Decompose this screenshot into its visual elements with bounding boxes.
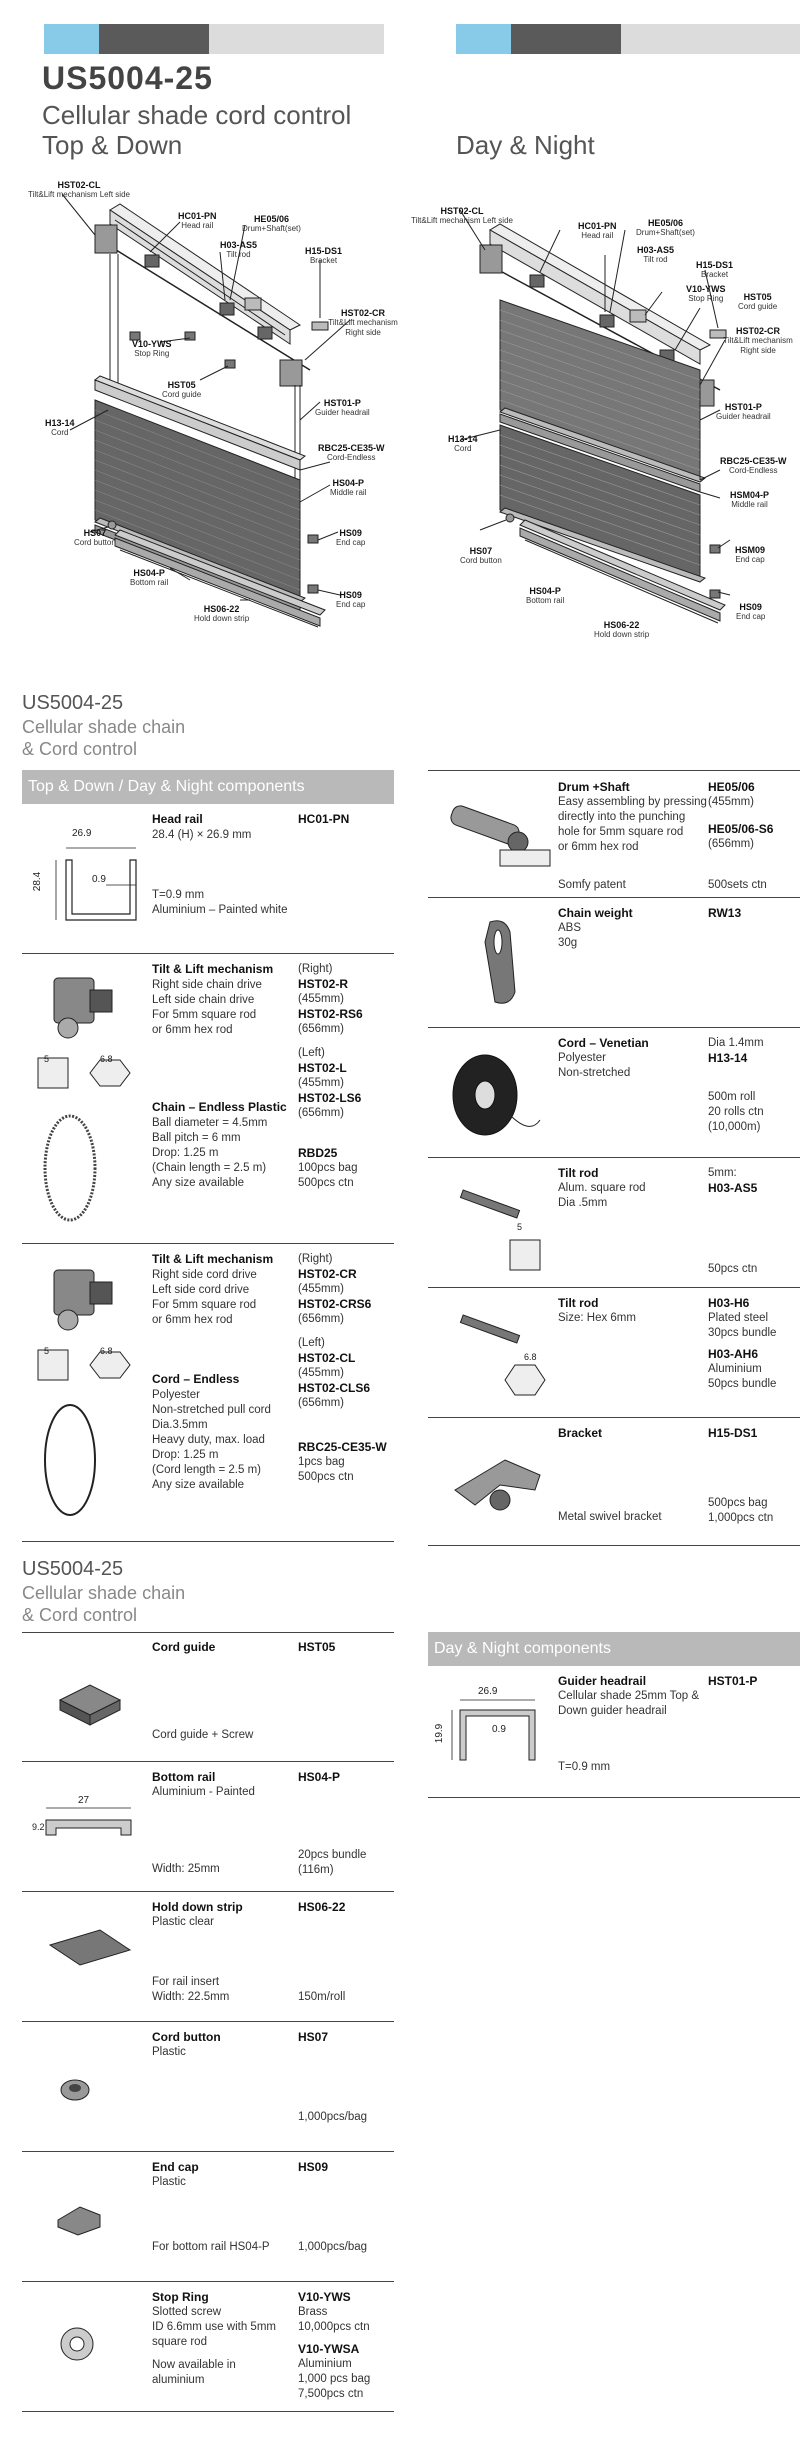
section2-title: US5004-25 bbox=[22, 1558, 124, 1580]
components-header: Top & Down / Day & Night components bbox=[22, 770, 394, 804]
bottom-rail-name: Bottom rail bbox=[152, 1770, 216, 1784]
diagram-left-label-hst05: HST05 Cord guide bbox=[162, 380, 202, 399]
guider-dim-thickness: 0.9 bbox=[492, 1724, 506, 1735]
diagram-left-label-rbc25: RBC25-CE35-W Cord-Endless bbox=[318, 443, 385, 462]
stop-ring-desc2: Now available in aluminium bbox=[152, 2359, 236, 2386]
cord-button-pack: 1,000pcs/bag bbox=[298, 2111, 368, 2123]
hold-down-strip-drawing bbox=[40, 1925, 140, 1985]
tilt-lift-cord-text-d: (656mm) bbox=[298, 1397, 345, 1409]
hold-down-strip-desc: Plastic clear bbox=[152, 1916, 214, 1928]
tilt-lift-cord-desc: Right side cord drive Left side cord drive For 5mm square rod or 6mm hex rod bbox=[152, 1269, 257, 1326]
cord-button-drawing bbox=[55, 2068, 95, 2108]
tilt-lift-cord-code-d: HST02-CLS6 bbox=[298, 1381, 371, 1395]
cord-guide-drawing bbox=[50, 1660, 130, 1740]
bracket-name: Bracket bbox=[558, 1426, 603, 1440]
end-cap-name: End cap bbox=[152, 2160, 199, 2174]
bottom-rail-pack: 20pcs bundle (116m) bbox=[298, 1849, 367, 1876]
guider-dim-width: 26.9 bbox=[478, 1686, 498, 1697]
cord-venetian-desc: Polyester Non-stretched bbox=[558, 1052, 631, 1079]
header-color-bar-left bbox=[44, 24, 384, 54]
guider-headrail-desc2: T=0.9 mm bbox=[558, 1761, 611, 1773]
diagram-left-label-v10-yws: V10-YWS Stop Ring bbox=[132, 339, 172, 358]
drum-shaft-text-a: (455mm) bbox=[708, 796, 755, 808]
drum-shaft-code-a: HE05/06 bbox=[708, 780, 755, 794]
hold-down-strip-pack: 150m/roll bbox=[298, 1991, 346, 2003]
tilt-rod-hex-text-b: Aluminium 50pcs bundle bbox=[708, 1363, 777, 1390]
tilt-lift-chain-text-a: (455mm) bbox=[298, 993, 345, 1005]
chain-weight-desc: ABS 30g bbox=[558, 922, 582, 949]
page-subtitle-right: Day & Night bbox=[456, 130, 595, 160]
tilt-rod-hex-drawing bbox=[455, 1305, 555, 1410]
chain-endless-pack: 100pcs bag 500pcs ctn bbox=[298, 1162, 358, 1189]
section2-sub1: Cellular shade chain bbox=[22, 1583, 186, 1603]
stop-ring-desc: Slotted screw ID 6.6mm use with 5mm square rod bbox=[152, 2306, 276, 2348]
stop-ring-name: Stop Ring bbox=[152, 2290, 209, 2304]
bracket-code: H15-DS1 bbox=[708, 1426, 758, 1440]
tilt-lift-cord-text-b: (656mm) bbox=[298, 1313, 345, 1325]
bottom-rail-dim-width: 27 bbox=[78, 1795, 90, 1806]
diagram-right-label-v10-yws: V10-YWS Stop Ring bbox=[686, 284, 726, 303]
tilt-lift-chain-code-d: HST02-LS6 bbox=[298, 1091, 362, 1105]
diagram-right-label-hsm04-p: HSM04-P Middle rail bbox=[730, 490, 770, 509]
tilt-rod-square-size: 5mm: bbox=[708, 1167, 737, 1179]
tilt-rod-square-desc: Alum. square rod Dia .5mm bbox=[558, 1182, 646, 1209]
tilt-lift-cord-left-label: (Left) bbox=[298, 1337, 325, 1349]
tilt-lift-chain-drawing bbox=[30, 968, 150, 1228]
diagram-left-label-hst02-cl: HST02-CL Tilt&Lift mechanism Left side bbox=[28, 180, 130, 199]
bottom-rail-desc: Aluminium - Painted bbox=[152, 1786, 255, 1798]
cord-endless-name: Cord – Endless bbox=[152, 1372, 240, 1386]
drum-shaft-drawing bbox=[440, 790, 560, 880]
cord-button-name: Cord button bbox=[152, 2030, 221, 2044]
head-rail-desc: 28.4 (H) × 26.9 mm bbox=[152, 829, 252, 841]
diagram-left-label-hst01-p: HST01-P Guider headrail bbox=[315, 398, 370, 417]
diagram-right-label-hst01-p: HST01-P Guider headrail bbox=[716, 402, 771, 421]
tilt-lift-chain-text-b: (656mm) bbox=[298, 1023, 345, 1035]
diagram-left-label-hst02-cr: HST02-CR Tilt&Lift mechanism Right side bbox=[328, 308, 398, 337]
tilt-lift-chain-dim-hex: 6.8 bbox=[100, 1054, 113, 1064]
cord-guide-desc: Cord guide + Screw bbox=[152, 1729, 254, 1741]
tilt-lift-cord-text-a: (455mm) bbox=[298, 1283, 345, 1295]
tilt-rod-square-dim: 5 bbox=[517, 1222, 523, 1232]
tilt-lift-chain-name: Tilt & Lift mechanism bbox=[152, 962, 274, 976]
tilt-rod-square-name: Tilt rod bbox=[558, 1166, 599, 1180]
page-subtitle-2: Top & Down bbox=[42, 130, 183, 160]
cord-venetian-code: H13-14 bbox=[708, 1051, 748, 1065]
tilt-rod-hex-name: Tilt rod bbox=[558, 1296, 599, 1310]
tilt-lift-cord-right-label: (Right) bbox=[298, 1253, 333, 1265]
tilt-lift-chain-text-c: (455mm) bbox=[298, 1077, 345, 1089]
diagram-left-label-he05-06: HE05/06 Drum+Shaft(set) bbox=[242, 214, 301, 233]
drum-shaft-desc2: Somfy patent bbox=[558, 879, 626, 891]
diagram-right-label-he05-06: HE05/06 Drum+Shaft(set) bbox=[636, 218, 695, 237]
tilt-rod-hex-desc: Size: Hex 6mm bbox=[558, 1312, 636, 1324]
diagram-left-label-hs09-a: HS09 End cap bbox=[336, 528, 366, 547]
bottom-rail-desc2: Width: 25mm bbox=[152, 1863, 220, 1875]
diagram-right-label-hs07: HS07 Cord button bbox=[460, 546, 502, 565]
tilt-rod-square-code: H03-AS5 bbox=[708, 1181, 758, 1195]
hold-down-strip-code: HS06-22 bbox=[298, 1900, 346, 1914]
cord-spool-drawing bbox=[440, 1040, 550, 1150]
tilt-lift-cord-drawing bbox=[30, 1260, 150, 1530]
cord-endless-code: RBC25-CE35-W bbox=[298, 1440, 387, 1454]
bracket-drawing bbox=[445, 1430, 555, 1530]
diagram-left-label-hs07: HS07 Cord button bbox=[74, 528, 116, 547]
guider-dim-height: 19.9 bbox=[434, 1723, 446, 1744]
diagram-right-label-hc01-pn: HC01-PN Head rail bbox=[578, 221, 617, 240]
diagram-right-label-hst05: HST05 Cord guide bbox=[738, 292, 778, 311]
tilt-rod-square-drawing bbox=[455, 1180, 555, 1280]
diagram-left-label-h13-14: H13-14 Cord bbox=[45, 418, 75, 437]
cord-endless-desc: Polyester Non-stretched pull cord Dia.3.5mm Heavy duty, max. load Drop: 1.25 m (Cord length = 2.5 m) Any size available bbox=[152, 1389, 271, 1491]
bottom-rail-profile-drawing bbox=[36, 1790, 146, 1870]
cord-button-desc: Plastic bbox=[152, 2046, 186, 2058]
cord-endless-pack: 1pcs bag 500pcs ctn bbox=[298, 1456, 354, 1483]
diagram-left-label-h03-as5: H03-AS5 Tilt rod bbox=[220, 240, 258, 259]
guider-headrail-desc: Cellular shade 25mm Top & Down guider headrail bbox=[558, 1690, 700, 1717]
drum-shaft-name: Drum +Shaft bbox=[558, 780, 630, 794]
tilt-lift-cord-name: Tilt & Lift mechanism bbox=[152, 1252, 274, 1266]
end-cap-pack: 1,000pcs/bag bbox=[298, 2241, 368, 2253]
diagram-left-label-hc01-pn: HC01-PN Head rail bbox=[178, 211, 217, 230]
cord-venetian-pack: 500m roll 20 rolls ctn (10,000m) bbox=[708, 1091, 764, 1133]
section1-title: US5004-25 bbox=[22, 692, 124, 714]
tilt-lift-chain-desc: Right side chain drive Left side chain drive For 5mm square rod or 6mm hex rod bbox=[152, 979, 262, 1036]
tilt-lift-chain-code-c: HST02-L bbox=[298, 1061, 347, 1075]
tilt-lift-chain-dim-square: 5 bbox=[44, 1054, 50, 1064]
tilt-lift-chain-code-b: HST02-RS6 bbox=[298, 1007, 363, 1021]
day-night-components-header: Day & Night components bbox=[428, 1632, 800, 1666]
stop-ring-code-b: V10-YWSA bbox=[298, 2342, 360, 2356]
drum-shaft-desc: Easy assembling by pressing directly into the punching hole for 5mm square rod or 6mm hex rod bbox=[558, 796, 707, 853]
head-rail-dim-height: 28.4 bbox=[32, 871, 44, 892]
diagram-right-label-hsm09: HSM09 End cap bbox=[735, 545, 766, 564]
diagram-right-label-hs09: HS09 End cap bbox=[736, 602, 766, 621]
section1-sub2: & Cord control bbox=[22, 739, 138, 759]
tilt-lift-chain-text-d: (656mm) bbox=[298, 1107, 345, 1119]
tilt-lift-cord-code-c: HST02-CL bbox=[298, 1351, 356, 1365]
guider-headrail-code: HST01-P bbox=[708, 1674, 758, 1688]
tilt-rod-square-pack: 50pcs ctn bbox=[708, 1263, 758, 1275]
diagram-left-label-hs09-b: HS09 End cap bbox=[336, 590, 366, 609]
diagram-left-label-hs06-22: HS06-22 Hold down strip bbox=[194, 604, 250, 623]
hold-down-strip-desc2: For rail insert Width: 22.5mm bbox=[152, 1976, 230, 2003]
cord-venetian-name: Cord – Venetian bbox=[558, 1036, 649, 1050]
head-rail-name: Head rail bbox=[152, 812, 203, 826]
diagram-right-label-rbc25: RBC25-CE35-W Cord-Endless bbox=[720, 456, 787, 475]
tilt-lift-chain-code-a: HST02-R bbox=[298, 977, 349, 991]
diagram-left-label-h15-ds1: H15-DS1 Bracket bbox=[305, 246, 343, 265]
hold-down-strip-name: Hold down strip bbox=[152, 1900, 243, 1914]
section2-sub2: & Cord control bbox=[22, 1605, 138, 1625]
diagram-left-label-hs04-p-middle: HS04-P Middle rail bbox=[330, 478, 367, 497]
diagram-left-label-hs04-p-bottom: HS04-P Bottom rail bbox=[130, 568, 169, 587]
page-title: US5004-25 bbox=[42, 60, 213, 96]
bottom-rail-dim-height: 9.2 bbox=[32, 1822, 45, 1832]
tilt-lift-cord-dim-square: 5 bbox=[44, 1346, 50, 1356]
head-rail-dim-thickness: 0.9 bbox=[92, 874, 106, 885]
diagram-right-label-hs06-22: HS06-22 Hold down strip bbox=[594, 620, 650, 639]
cord-button-code: HS07 bbox=[298, 2030, 329, 2044]
tilt-lift-cord-code-a: HST02-CR bbox=[298, 1267, 357, 1281]
chain-endless-desc: Ball diameter = 4.5mm Ball pitch = 6 mm Drop: 1.25 m (Chain length = 2.5 m) Any size available bbox=[152, 1117, 268, 1189]
chain-weight-drawing bbox=[470, 912, 530, 1012]
diagram-right-label-h13-14: H13-14 Cord bbox=[448, 434, 478, 453]
cord-venetian-dia: Dia 1.4mm bbox=[708, 1037, 764, 1049]
tilt-rod-hex-text-a: Plated steel 30pcs bundle bbox=[708, 1312, 777, 1339]
tilt-lift-cord-text-c: (455mm) bbox=[298, 1367, 345, 1379]
chain-weight-code: RW13 bbox=[708, 906, 742, 920]
diagram-right-label-hs04-p: HS04-P Bottom rail bbox=[526, 586, 565, 605]
tilt-lift-cord-dim-hex: 6.8 bbox=[100, 1346, 113, 1356]
page-subtitle-1: Cellular shade cord control bbox=[42, 100, 352, 130]
end-cap-code: HS09 bbox=[298, 2160, 329, 2174]
tilt-rod-hex-dim: 6.8 bbox=[524, 1352, 537, 1362]
end-cap-desc: Plastic bbox=[152, 2176, 186, 2188]
stop-ring-drawing bbox=[55, 2322, 100, 2367]
tilt-rod-hex-code-a: H03-H6 bbox=[708, 1296, 750, 1310]
section1-sub1: Cellular shade chain bbox=[22, 717, 186, 737]
drum-shaft-text-b: (656mm) bbox=[708, 838, 755, 850]
bracket-desc: Metal swivel bracket bbox=[558, 1511, 662, 1523]
head-rail-desc2: T=0.9 mm Aluminium – Painted white bbox=[152, 889, 288, 916]
diagram-right-label-h15-ds1: H15-DS1 Bracket bbox=[696, 260, 734, 279]
tilt-lift-cord-code-b: HST02-CRS6 bbox=[298, 1297, 372, 1311]
guider-headrail-name: Guider headrail bbox=[558, 1674, 647, 1688]
chain-endless-code: RBD25 bbox=[298, 1146, 338, 1160]
end-cap-drawing bbox=[50, 2195, 110, 2240]
chain-endless-name: Chain – Endless Plastic bbox=[152, 1100, 287, 1114]
head-rail-dim-width: 26.9 bbox=[72, 828, 92, 839]
stop-ring-code-a: V10-YWS bbox=[298, 2290, 351, 2304]
cord-guide-name: Cord guide bbox=[152, 1640, 216, 1654]
drum-shaft-code-b: HE05/06-S6 bbox=[708, 822, 774, 836]
diagram-right-label-h03-as5: H03-AS5 Tilt rod bbox=[637, 245, 675, 264]
bottom-rail-code: HS04-P bbox=[298, 1770, 341, 1784]
tilt-lift-chain-right-label: (Right) bbox=[298, 963, 333, 975]
stop-ring-text-b: Aluminium 1,000 pcs bag 7,500pcs ctn bbox=[298, 2358, 371, 2400]
tilt-rod-hex-code-b: H03-AH6 bbox=[708, 1347, 759, 1361]
diagram-right-label-hst02-cl: HST02-CL Tilt&Lift mechanism Left side bbox=[411, 206, 513, 225]
bracket-pack: 500pcs bag 1,000pcs ctn bbox=[708, 1497, 774, 1524]
cord-guide-code: HST05 bbox=[298, 1640, 336, 1654]
guider-headrail-profile-drawing bbox=[440, 1690, 550, 1780]
diagram-right-label-hst02-cr: HST02-CR Tilt&Lift mechanism Right side bbox=[723, 326, 793, 355]
chain-weight-name: Chain weight bbox=[558, 906, 633, 920]
stop-ring-text-a: Brass 10,000pcs ctn bbox=[298, 2306, 370, 2333]
drum-shaft-pack: 500sets ctn bbox=[708, 879, 767, 891]
tilt-lift-chain-left-label: (Left) bbox=[298, 1047, 325, 1059]
end-cap-desc2: For bottom rail HS04-P bbox=[152, 2241, 270, 2253]
head-rail-code: HC01-PN bbox=[298, 812, 350, 826]
header-color-bar-right bbox=[456, 24, 800, 54]
